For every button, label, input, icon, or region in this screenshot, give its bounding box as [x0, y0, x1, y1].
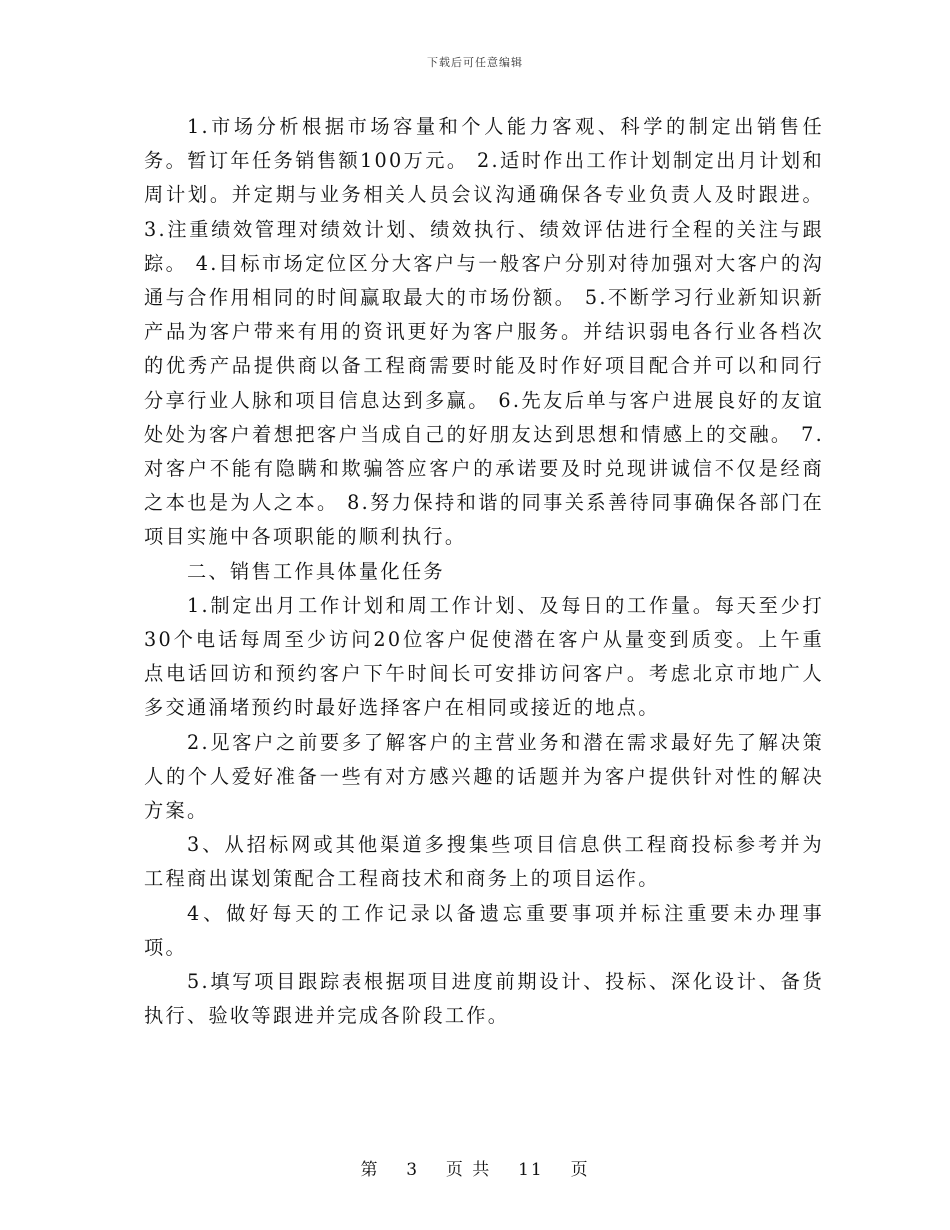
footer-suffix: 页: [570, 1160, 590, 1180]
paragraph-project-info: 3、从招标网或其他渠道多搜集些项目信息供工程商投标参考并为工程商出谋划策配合工程商技术和商务上的项目运作。: [144, 833, 824, 891]
total-page-count: 11: [518, 1160, 544, 1180]
paragraph-client-research: 2.见客户之前要多了解客户的主营业务和潜在需求最好先了解决策人的个人爱好准备一些有对方感兴趣的话题并为客户提供针对性的解决方案。: [144, 730, 824, 823]
document-body: [144, 110, 824, 1033]
paragraph-work-log: 4、做好每天的工作记录以备遗忘重要事项并标注重要未办理事项。: [144, 901, 824, 959]
paragraph-sales-plan: 1.市场分析根据市场容量和个人能力客观、科学的制定出销售任务。暂订年任务销售额100万元。 2.适时作出工作计划制定出月计划和周计划。并定期与业务相关人员会议沟通确保各专业负责人及时跟进。 3.注重绩效管理对绩效计划、绩效执行、绩效评估进行全程的关注与跟踪。 4.目标市场定位区分大客户与一般客户分别对待加强对大客户的沟通与合作用相同的时间赢取最大的市场份额。 5.不断学习行业新知识新产品为客户带来有用的资讯更好为客户服务。并结识弱电各行业各档次的优秀产品提供商以备工程商需要时能及时作好项目配合并可以和同行分享行业人脉和项目信息达到多赢。 6.先友后单与客户进展良好的友谊处处为客户着想把客户当成自己的好朋友达到思想和情感上的交融。 7.对客户不能有隐瞒和欺骗答应客户的承诺要及时兑现讲诚信不仅是经商之本也是为人之本。 8.努力保持和谐的同事关系善待同事确保各部门在项目实施中各项职能的顺利执行。: [144, 115, 824, 549]
current-page-number: 3: [406, 1160, 420, 1180]
section-heading: 二、销售工作具体量化任务: [187, 559, 445, 583]
page-footer: [0, 1155, 950, 1180]
footer-prefix: 第: [360, 1160, 380, 1180]
footer-middle: 页 共: [445, 1160, 492, 1180]
paragraph-project-tracking: 5.填写项目跟踪表根据项目进度前期设计、投标、深化设计、备货执行、验收等跟进并完成各阶段工作。: [144, 970, 824, 1028]
paragraph-daily-workload: 1.制定出月工作计划和周工作计划、及每日的工作量。每天至少打30个电话每周至少访问20位客户促使潜在客户从量变到质变。上午重点电话回访和预约客户下午时间长可安排访问客户。考虑北京市地广人多交通涌堵预约时最好选择客户在相同或接近的地点。: [144, 593, 824, 720]
page-header: 下载后可任意编辑: [427, 56, 523, 69]
